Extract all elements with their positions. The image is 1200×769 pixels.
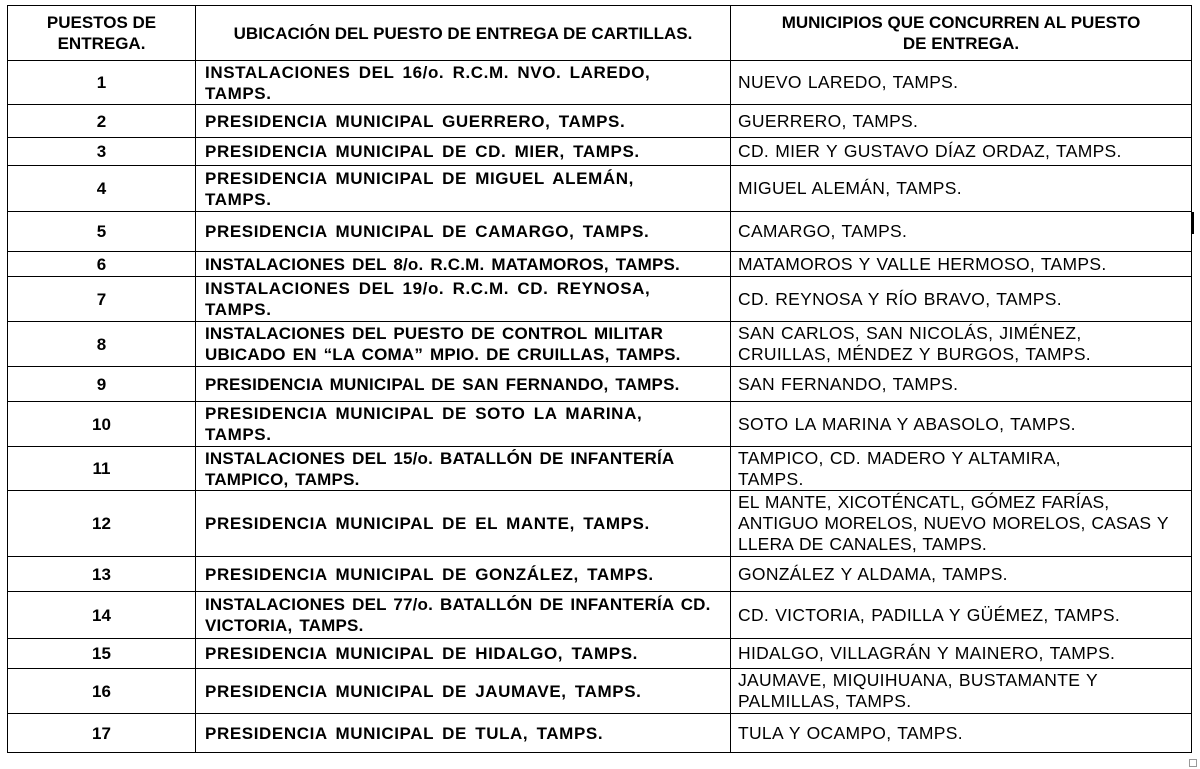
row-municipalities: CAMARGO, TAMPS. (731, 212, 1192, 252)
row-municipalities: TAMPICO, CD. MADERO Y ALTAMIRA, TAMPS. (731, 447, 1192, 491)
table-row (8, 367, 1192, 402)
row-municipalities: EL MANTE, XICOTÉNCATL, GÓMEZ FARÍAS, ANTIGUO MORELOS, NUEVO MORELOS, CASAS Y LLERA DE CANALES, TAMPS. (731, 491, 1192, 557)
row-location: PRESIDENCIA MUNICIPAL GUERRERO, TAMPS. (196, 105, 731, 138)
row-municipalities: MATAMOROS Y VALLE HERMOSO, TAMPS. (731, 252, 1192, 277)
table-row (8, 639, 1192, 669)
row-number: 13 (8, 557, 196, 592)
row-location: PRESIDENCIA MUNICIPAL DE TULA, TAMPS. (196, 714, 731, 753)
row-location: PRESIDENCIA MUNICIPAL DE MIGUEL ALEMÁN, TAMPS. (196, 166, 731, 212)
row-municipalities: CD. MIER Y GUSTAVO DÍAZ ORDAZ, TAMPS. (731, 138, 1192, 166)
row-location: INSTALACIONES DEL 19/o. R.C.M. CD. REYNOSA, TAMPS. (196, 277, 731, 322)
header-delivery-point: PUESTOS DE ENTREGA. (8, 6, 196, 61)
table-row (8, 322, 1192, 367)
row-location: PRESIDENCIA MUNICIPAL DE HIDALGO, TAMPS. (196, 639, 731, 669)
row-municipalities: SAN FERNANDO, TAMPS. (731, 367, 1192, 402)
cursor-marker (1192, 212, 1194, 234)
delivery-points-table (7, 5, 1192, 753)
row-municipalities: JAUMAVE, MIQUIHUANA, BUSTAMANTE Y PALMILLAS, TAMPS. (731, 669, 1192, 714)
row-location: INSTALACIONES DEL 15/o. BATALLÓN DE INFANTERÍA TAMPICO, TAMPS. (196, 447, 731, 491)
table-row (8, 402, 1192, 447)
table-row (8, 592, 1192, 639)
table-row (8, 61, 1192, 105)
table-row (8, 557, 1192, 592)
row-number: 3 (8, 138, 196, 166)
row-location: PRESIDENCIA MUNICIPAL DE CAMARGO, TAMPS. (196, 212, 731, 252)
row-municipalities: NUEVO LAREDO, TAMPS. (731, 61, 1192, 105)
table-row (8, 491, 1192, 557)
row-location: INSTALACIONES DEL 8/o. R.C.M. MATAMOROS, TAMPS. (196, 252, 731, 277)
header-location: UBICACIÓN DEL PUESTO DE ENTREGA DE CARTILLAS. (196, 6, 731, 61)
row-municipalities: TULA Y OCAMPO, TAMPS. (731, 714, 1192, 753)
row-location: INSTALACIONES DEL 16/o. R.C.M. NVO. LAREDO, TAMPS. (196, 61, 731, 105)
row-number: 14 (8, 592, 196, 639)
header-row (8, 6, 1192, 61)
row-number: 4 (8, 166, 196, 212)
table-row (8, 138, 1192, 166)
row-number: 8 (8, 322, 196, 367)
row-municipalities: GONZÁLEZ Y ALDAMA, TAMPS. (731, 557, 1192, 592)
row-location: PRESIDENCIA MUNICIPAL DE EL MANTE, TAMPS. (196, 491, 731, 557)
row-location: PRESIDENCIA MUNICIPAL DE CD. MIER, TAMPS. (196, 138, 731, 166)
row-number: 10 (8, 402, 196, 447)
row-location: PRESIDENCIA MUNICIPAL DE JAUMAVE, TAMPS. (196, 669, 731, 714)
row-municipalities: CD. VICTORIA, PADILLA Y GÜÉMEZ, TAMPS. (731, 592, 1192, 639)
row-municipalities: SAN CARLOS, SAN NICOLÁS, JIMÉNEZ, CRUILLAS, MÉNDEZ Y BURGOS, TAMPS. (731, 322, 1192, 367)
table-row (8, 669, 1192, 714)
row-number: 1 (8, 61, 196, 105)
row-number: 6 (8, 252, 196, 277)
row-municipalities: GUERRERO, TAMPS. (731, 105, 1192, 138)
table-row (8, 252, 1192, 277)
table-row (8, 277, 1192, 322)
row-location: PRESIDENCIA MUNICIPAL DE SAN FERNANDO, TAMPS. (196, 367, 731, 402)
row-number: 15 (8, 639, 196, 669)
row-number: 17 (8, 714, 196, 753)
table-row (8, 447, 1192, 491)
row-location: PRESIDENCIA MUNICIPAL DE SOTO LA MARINA, TAMPS. (196, 402, 731, 447)
row-municipalities: MIGUEL ALEMÁN, TAMPS. (731, 166, 1192, 212)
row-number: 12 (8, 491, 196, 557)
row-number: 16 (8, 669, 196, 714)
table-row (8, 714, 1192, 753)
row-municipalities: CD. REYNOSA Y RÍO BRAVO, TAMPS. (731, 277, 1192, 322)
row-location: PRESIDENCIA MUNICIPAL DE GONZÁLEZ, TAMPS. (196, 557, 731, 592)
table-row (8, 212, 1192, 252)
row-number: 9 (8, 367, 196, 402)
row-number: 2 (8, 105, 196, 138)
row-location: INSTALACIONES DEL PUESTO DE CONTROL MILITAR UBICADO EN “LA COMA” MPIO. DE CRUILLAS, TAMPS. (196, 322, 731, 367)
header-municipalities: MUNICIPIOS QUE CONCURREN AL PUESTO DE ENTREGA. (731, 6, 1192, 61)
row-municipalities: HIDALGO, VILLAGRÁN Y MAINERO, TAMPS. (731, 639, 1192, 669)
row-location: INSTALACIONES DEL 77/o. BATALLÓN DE INFANTERÍA CD. VICTORIA, TAMPS. (196, 592, 731, 639)
row-number: 5 (8, 212, 196, 252)
row-number: 11 (8, 447, 196, 491)
row-municipalities: SOTO LA MARINA Y ABASOLO, TAMPS. (731, 402, 1192, 447)
table-row (8, 166, 1192, 212)
row-number: 7 (8, 277, 196, 322)
table-row (8, 105, 1192, 138)
resize-handle[interactable] (1189, 759, 1197, 767)
